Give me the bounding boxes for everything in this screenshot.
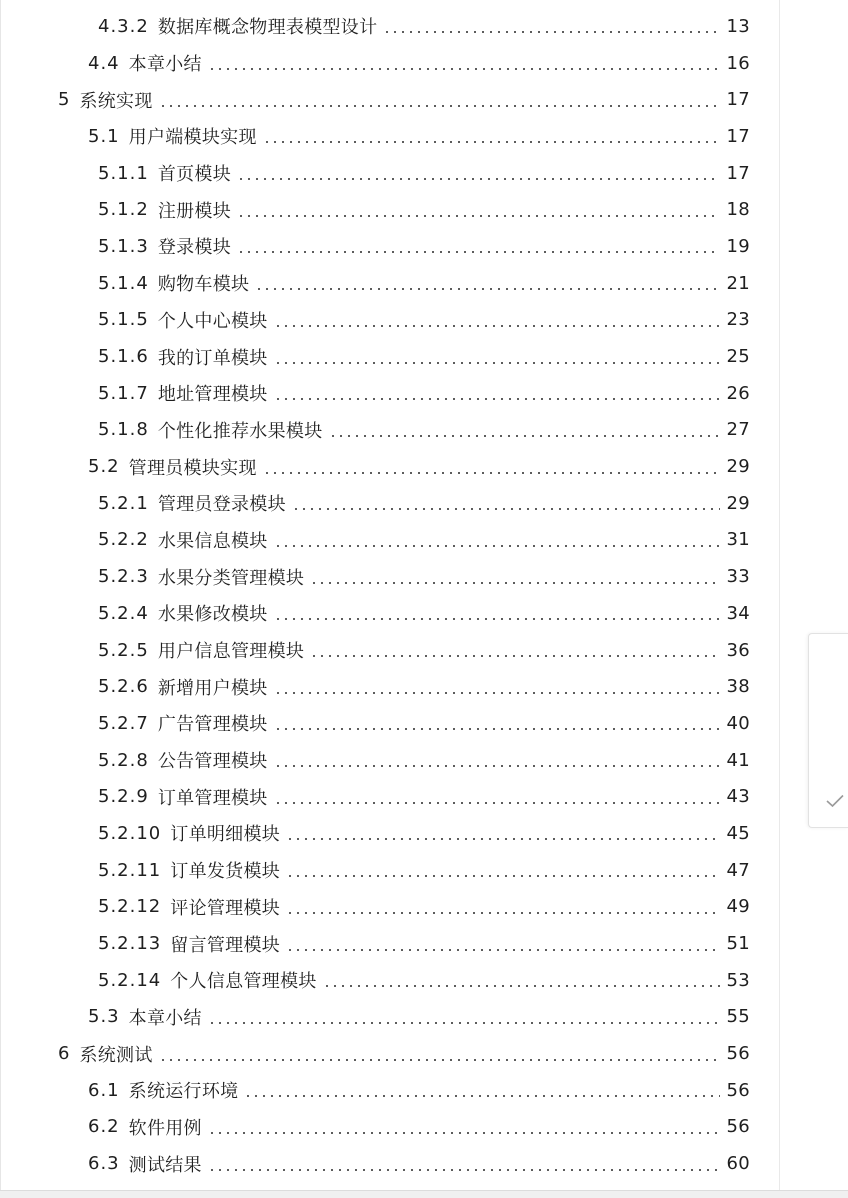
toc-entry-page: 33 bbox=[726, 566, 750, 588]
toc-entry-page: 27 bbox=[726, 419, 750, 441]
toc-entry-page: 56 bbox=[726, 1079, 750, 1101]
toc-entry-number: 5.1.6 bbox=[98, 346, 149, 368]
toc-dot-leader bbox=[274, 398, 721, 400]
toc-entry-page: 56 bbox=[726, 1116, 750, 1138]
toc-entry-title: 本章小结 bbox=[128, 1007, 202, 1029]
toc-entry-page: 17 bbox=[726, 89, 750, 111]
toc-dot-leader bbox=[208, 68, 721, 70]
toc-entry-title: 水果修改模块 bbox=[157, 604, 268, 626]
toc-entry-number: 5.1.4 bbox=[98, 272, 149, 294]
toc-entry-title: 用户端模块实现 bbox=[128, 127, 257, 149]
table-of-contents bbox=[0, 8, 780, 1182]
toc-entry-number: 5.2.13 bbox=[98, 933, 162, 955]
toc-dot-leader bbox=[159, 1059, 721, 1061]
toc-entry-title: 管理员模块实现 bbox=[128, 457, 257, 479]
toc-dot-leader bbox=[263, 472, 721, 474]
toc-entry-page: 31 bbox=[726, 529, 750, 551]
toc-entry-number: 6.3 bbox=[88, 1153, 120, 1175]
toc-entry-number: 5 bbox=[58, 89, 71, 111]
toc-entry[interactable] bbox=[0, 191, 780, 228]
toc-entry[interactable] bbox=[0, 558, 780, 595]
toc-entry-number: 5.2.6 bbox=[98, 676, 149, 698]
toc-entry[interactable] bbox=[0, 889, 780, 926]
toc-entry-title: 购物车模块 bbox=[157, 274, 250, 296]
toc-entry-number: 5.2.2 bbox=[98, 529, 149, 551]
toc-entry[interactable] bbox=[0, 1145, 780, 1182]
toc-entry[interactable] bbox=[0, 632, 780, 669]
toc-entry-page: 18 bbox=[726, 199, 750, 221]
toc-dot-leader bbox=[383, 31, 720, 33]
toc-entry-number: 5.2.11 bbox=[98, 859, 162, 881]
toc-entry-page: 51 bbox=[726, 933, 750, 955]
toc-entry[interactable] bbox=[0, 522, 780, 559]
toc-entry[interactable] bbox=[0, 1109, 780, 1146]
toc-entry[interactable] bbox=[0, 338, 780, 375]
toc-entry-number: 5.2.9 bbox=[98, 786, 149, 808]
toc-entry-page: 56 bbox=[726, 1043, 750, 1065]
toc-entry[interactable] bbox=[0, 448, 780, 485]
toc-entry-title: 订单明细模块 bbox=[170, 824, 281, 846]
toc-entry-title: 用户信息管理模块 bbox=[157, 641, 305, 663]
toc-entry[interactable] bbox=[0, 962, 780, 999]
toc-entry-number: 5.1.7 bbox=[98, 382, 149, 404]
toc-entry-title: 个性化推荐水果模块 bbox=[157, 420, 323, 442]
toc-entry[interactable] bbox=[0, 595, 780, 632]
checkmark-icon[interactable] bbox=[826, 794, 844, 808]
toc-entry-page: 40 bbox=[726, 712, 750, 734]
toc-entry-title: 订单发货模块 bbox=[170, 861, 281, 883]
toc-entry-number: 6.2 bbox=[88, 1116, 120, 1138]
toc-entry-title: 水果分类管理模块 bbox=[157, 567, 305, 589]
toc-entry-number: 5.2.3 bbox=[98, 566, 149, 588]
toc-entry-number: 4.4 bbox=[88, 52, 120, 74]
toc-entry-page: 36 bbox=[726, 639, 750, 661]
side-floating-panel[interactable] bbox=[808, 633, 848, 828]
toc-entry-number: 5.2 bbox=[88, 456, 120, 478]
toc-entry-page: 16 bbox=[726, 52, 750, 74]
toc-entry-page: 34 bbox=[726, 602, 750, 624]
toc-entry-number: 6.1 bbox=[88, 1079, 120, 1101]
toc-entry-number: 5.2.10 bbox=[98, 822, 162, 844]
toc-entry-number: 5.2.4 bbox=[98, 602, 149, 624]
toc-dot-leader bbox=[286, 838, 720, 840]
toc-entry-page: 41 bbox=[726, 749, 750, 771]
toc-dot-leader bbox=[310, 582, 720, 584]
toc-entry-title: 个人中心模块 bbox=[157, 310, 268, 332]
toc-entry-title: 系统测试 bbox=[79, 1044, 153, 1066]
toc-dot-leader bbox=[274, 692, 721, 694]
toc-entry[interactable] bbox=[0, 81, 780, 118]
toc-entry-number: 5.1.2 bbox=[98, 199, 149, 221]
toc-entry-title: 广告管理模块 bbox=[157, 714, 268, 736]
toc-entry-page: 21 bbox=[726, 272, 750, 294]
toc-entry[interactable] bbox=[0, 265, 780, 302]
toc-entry-number: 5.2.14 bbox=[98, 969, 162, 991]
toc-entry-number: 4.3.2 bbox=[98, 15, 149, 37]
toc-entry[interactable] bbox=[0, 228, 780, 265]
toc-entry[interactable] bbox=[0, 668, 780, 705]
toc-entry-page: 26 bbox=[726, 382, 750, 404]
toc-entry-title: 个人信息管理模块 bbox=[170, 971, 317, 993]
toc-dot-leader bbox=[263, 141, 721, 143]
toc-entry-number: 5.2.8 bbox=[98, 749, 149, 771]
toc-entry-page: 53 bbox=[726, 969, 750, 991]
toc-entry[interactable] bbox=[0, 815, 780, 852]
toc-entry[interactable] bbox=[0, 8, 780, 45]
toc-dot-leader bbox=[159, 105, 721, 107]
toc-entry-number: 5.2.7 bbox=[98, 712, 149, 734]
toc-entry-number: 5.3 bbox=[88, 1006, 120, 1028]
toc-entry-title: 新增用户模块 bbox=[157, 677, 268, 699]
toc-entry-title: 首页模块 bbox=[157, 164, 232, 186]
toc-entry-title: 水果信息模块 bbox=[157, 530, 268, 552]
toc-entry[interactable] bbox=[0, 45, 780, 82]
toc-entry-title: 订单管理模块 bbox=[157, 787, 268, 809]
toc-entry[interactable] bbox=[0, 1035, 780, 1072]
toc-entry-page: 45 bbox=[726, 822, 750, 844]
toc-entry-page: 38 bbox=[726, 676, 750, 698]
toc-entry-page: 55 bbox=[726, 1006, 750, 1028]
toc-dot-leader bbox=[237, 251, 720, 253]
toc-entry-title: 评论管理模块 bbox=[170, 897, 281, 919]
toc-dot-leader bbox=[237, 215, 720, 217]
toc-entry-number: 5.1.1 bbox=[98, 162, 149, 184]
toc-entry-title: 本章小结 bbox=[128, 54, 202, 76]
toc-dot-leader bbox=[274, 802, 721, 804]
toc-dot-leader bbox=[208, 1132, 721, 1134]
toc-entry-title: 留言管理模块 bbox=[170, 934, 281, 956]
toc-entry-number: 5.1.5 bbox=[98, 309, 149, 331]
toc-entry[interactable] bbox=[0, 375, 780, 412]
toc-entry-number: 5.1.8 bbox=[98, 419, 149, 441]
toc-dot-leader bbox=[274, 362, 721, 364]
toc-entry[interactable] bbox=[0, 999, 780, 1036]
toc-entry-number: 5.1 bbox=[88, 125, 120, 147]
toc-entry-number: 5.2.1 bbox=[98, 492, 149, 514]
toc-dot-leader bbox=[208, 1169, 721, 1171]
toc-entry-page: 60 bbox=[726, 1153, 750, 1175]
toc-dot-leader bbox=[274, 728, 721, 730]
toc-entry-page: 17 bbox=[726, 162, 750, 184]
toc-dot-leader bbox=[237, 178, 720, 180]
toc-dot-leader bbox=[323, 985, 721, 987]
toc-entry[interactable] bbox=[0, 925, 780, 962]
toc-entry-title: 公告管理模块 bbox=[157, 751, 268, 773]
toc-dot-leader bbox=[274, 325, 721, 327]
toc-entry[interactable] bbox=[0, 705, 780, 742]
toc-entry[interactable] bbox=[0, 412, 780, 449]
toc-dot-leader bbox=[292, 508, 721, 510]
toc-entry-number: 5.2.12 bbox=[98, 896, 162, 918]
toc-dot-leader bbox=[286, 875, 720, 877]
toc-entry-page: 29 bbox=[726, 456, 750, 478]
toc-entry-number: 5.1.3 bbox=[98, 235, 149, 257]
toc-entry-title: 登录模块 bbox=[157, 237, 232, 259]
toc-entry-title: 我的订单模块 bbox=[157, 347, 268, 369]
toc-entry-title: 测试结果 bbox=[128, 1154, 202, 1176]
toc-entry-page: 43 bbox=[726, 786, 750, 808]
toc-dot-leader bbox=[208, 1022, 721, 1024]
toc-entry[interactable] bbox=[0, 778, 780, 815]
toc-dot-leader bbox=[286, 912, 720, 914]
toc-entry-title: 软件用例 bbox=[128, 1117, 202, 1139]
toc-dot-leader bbox=[274, 618, 721, 620]
toc-entry[interactable] bbox=[0, 155, 780, 192]
toc-entry-page: 29 bbox=[726, 492, 750, 514]
toc-entry-title: 管理员登录模块 bbox=[157, 494, 286, 516]
toc-entry-title: 数据库概念物理表模型设计 bbox=[157, 17, 378, 39]
toc-entry-title: 系统实现 bbox=[79, 90, 153, 112]
toc-dot-leader bbox=[274, 545, 721, 547]
toc-dot-leader bbox=[255, 288, 720, 290]
toc-dot-leader bbox=[274, 765, 721, 767]
toc-entry[interactable] bbox=[0, 485, 780, 522]
toc-entry-page: 25 bbox=[726, 346, 750, 368]
toc-entry[interactable] bbox=[0, 742, 780, 779]
toc-entry-page: 23 bbox=[726, 309, 750, 331]
toc-entry-page: 47 bbox=[726, 859, 750, 881]
toc-dot-leader bbox=[286, 949, 720, 951]
toc-dot-leader bbox=[310, 655, 720, 657]
toc-entry[interactable] bbox=[0, 118, 780, 155]
toc-entry-title: 系统运行环境 bbox=[128, 1081, 239, 1103]
toc-entry[interactable] bbox=[0, 852, 780, 889]
toc-entry-page: 17 bbox=[726, 125, 750, 147]
toc-entry-page: 13 bbox=[726, 15, 750, 37]
toc-entry[interactable] bbox=[0, 1072, 780, 1109]
toc-entry-number: 6 bbox=[58, 1043, 71, 1065]
toc-entry-number: 5.2.5 bbox=[98, 639, 149, 661]
toc-entry-page: 49 bbox=[726, 896, 750, 918]
toc-entry-title: 地址管理模块 bbox=[157, 384, 268, 406]
toc-entry-page: 19 bbox=[726, 235, 750, 257]
toc-dot-leader bbox=[244, 1095, 720, 1097]
toc-entry[interactable] bbox=[0, 302, 780, 339]
toc-dot-leader bbox=[329, 435, 721, 437]
toc-entry-title: 注册模块 bbox=[157, 200, 232, 222]
